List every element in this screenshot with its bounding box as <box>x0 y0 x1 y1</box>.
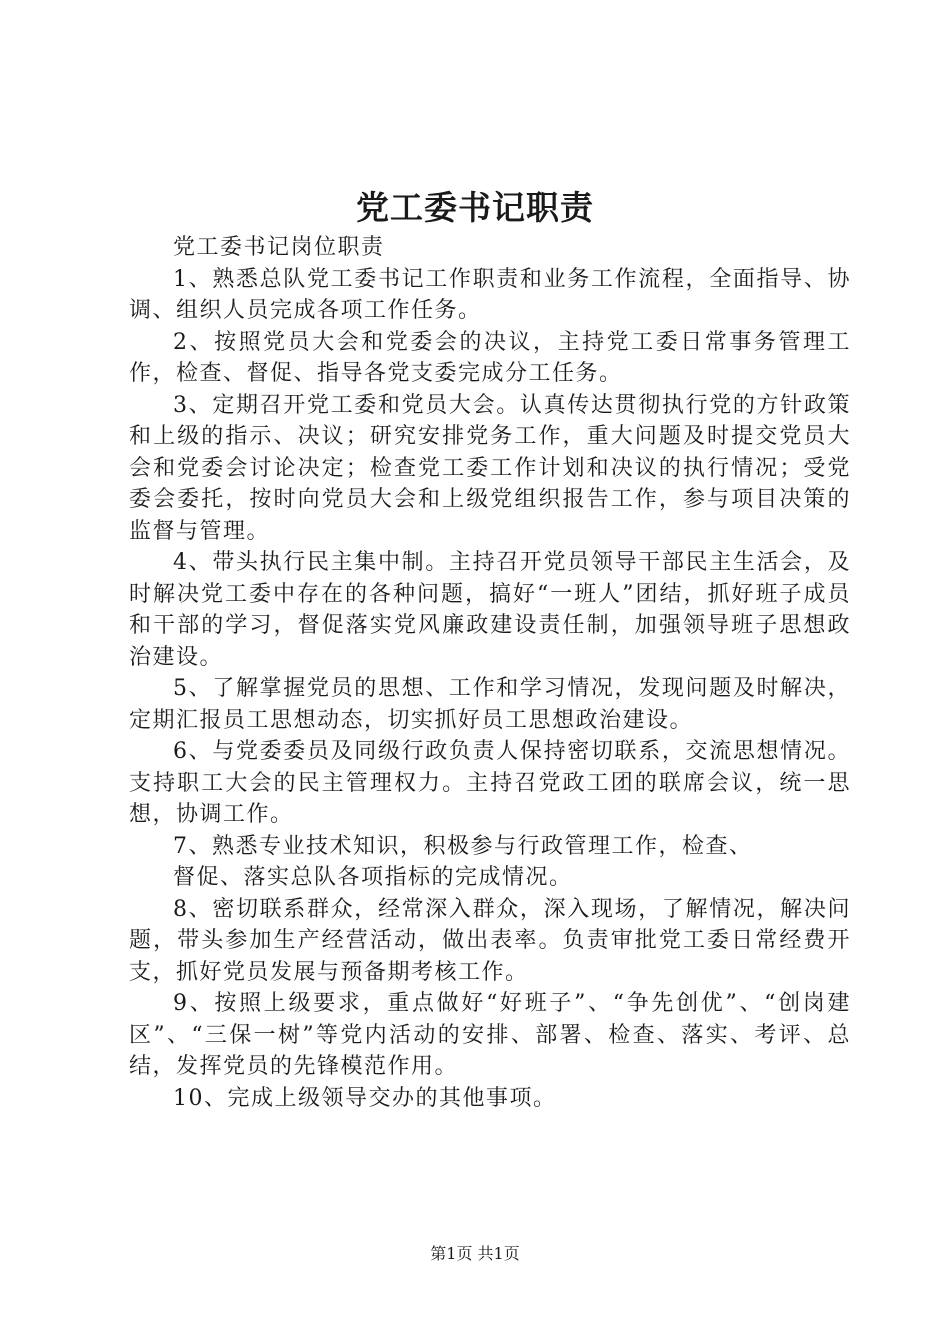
section-heading: 党工委书记岗位职责 <box>173 235 385 260</box>
duty-item-9: 9、按照上级要求，重点做好“好班子”、“争先创优”、“创岗建区”、“三保一树”等党内活动的安排、部署、检查、落实、考评、总结，发挥党员的先锋模范作用。 <box>129 991 851 1079</box>
duty-item-3: 3、定期召开党工委和党员大会。认真传达贯彻执行党的方针政策和上级的指示、决议；研究安排党务工作，重大问题及时提交党员大会和党委会讨论决定；检查党工委工作计划和决议的执行情况；受党委会委托，按时向党员大会和上级党组织报告工作，参与项目决策的监督与管理。 <box>129 392 851 544</box>
page-number: 第1页 共1页 <box>430 1244 520 1263</box>
duty-item-4: 4、带头执行民主集中制。主持召开党员领导干部民主生活会，及时解决党工委中存在的各种问题，搞好“一班人”团结，抓好班子成员和干部的学习，督促落实党风廉政建设责任制，加强领导班子思想政治建设。 <box>129 550 851 670</box>
duty-item-10: 10、完成上级领导交办的其他事项。 <box>173 1085 557 1111</box>
duty-item-7: 7、熟悉专业技术知识，积极参与行政管理工作，检查、 <box>173 833 753 859</box>
duty-item-8: 8、密切联系群众，经常深入群众，深入现场，了解情况，解决问题，带头参加生产经营活动，做出表率。负责审批党工委日常经费开支，抓好党员发展与预备期考核工作。 <box>129 896 851 985</box>
duty-item-1: 1、熟悉总队党工委书记工作职责和业务工作流程，全面指导、协调、组织人员完成各项工作任务。 <box>129 266 851 323</box>
duty-item-7-continued: 督促、落实总队各项指标的完成情况。 <box>173 865 573 890</box>
document-body <box>129 232 851 1114</box>
document-title: 党工委书记职责 <box>356 188 594 227</box>
duty-item-6: 6、与党委委员及同级行政负责人保持密切联系，交流思想情况。支持职工大会的民主管理权力。主持召党政工团的联席会议，统一思想，协调工作。 <box>129 739 851 827</box>
duty-item-2: 2、按照党员大会和党委会的决议，主持党工委日常事务管理工作，检查、督促、指导各党支委完成分工任务。 <box>129 329 851 386</box>
duty-item-5: 5、了解掌握党员的思想、工作和学习情况，发现问题及时解决，定期汇报员工思想动态，切实抓好员工思想政治建设。 <box>129 676 851 733</box>
